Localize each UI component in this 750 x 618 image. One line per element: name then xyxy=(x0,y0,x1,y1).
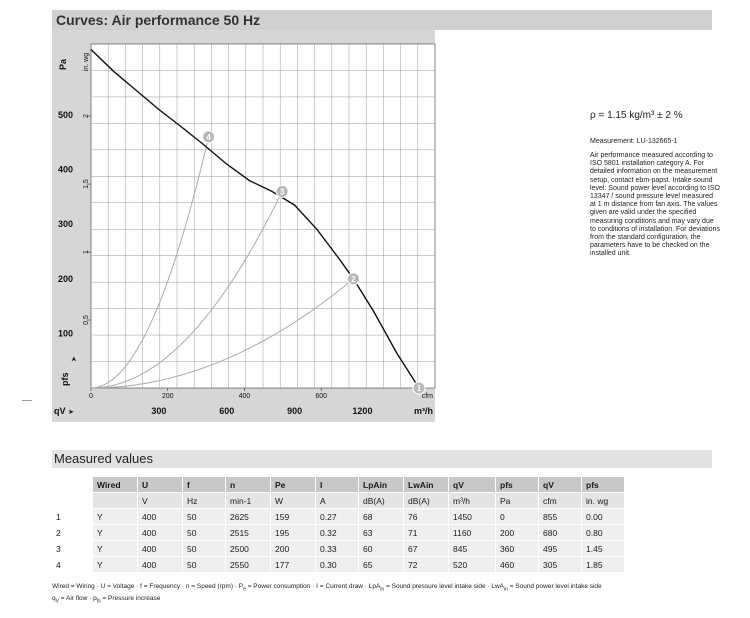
table-row-cell: 0.33 xyxy=(316,541,359,557)
table-header-row-cell: U xyxy=(138,477,183,493)
table-row-cell: 50 xyxy=(183,525,226,541)
density-note: ρ = 1.15 kg/m³ ± 2 % xyxy=(590,110,683,121)
table-row xyxy=(52,557,625,573)
x2-unit-label: cfm xyxy=(421,393,433,400)
table-row-cell: 0.00 xyxy=(582,509,625,525)
table-row-cell: 400 xyxy=(138,525,183,541)
x-tick-label: 300 xyxy=(151,406,167,416)
table-header-row-cell: I xyxy=(316,477,359,493)
measured-values-title: Measured values xyxy=(54,451,153,466)
table-row-cell: 65 xyxy=(359,557,404,573)
table-row-cell: 195 xyxy=(271,525,316,541)
table-row-cell: 67 xyxy=(404,541,449,557)
y-axis-label: pfs xyxy=(60,372,70,386)
operating-point-label: 4 xyxy=(206,132,211,142)
table-row-cell: 1450 xyxy=(449,509,496,525)
measurement-note: Air performance measured according to ISO 5801 installation category A. For detailed information on the measurement setup, contact ebm-papst. Intake sound level: Sound power level according to ISO 13347 / sound pressure level measured at 1 m distance from fan axis. The values given are valid under the specified measuring conditions and may vary due to conditions of installation. For deviations from the standard configuration, the parameters have to be checked on the installed unit. xyxy=(590,152,720,258)
table-row-cell: 360 xyxy=(496,541,539,557)
table-units-row-cell: dB(A) xyxy=(404,493,449,509)
x-unit-label: m³/h xyxy=(414,406,433,416)
measurement-id: Measurement: LU-132665-1 xyxy=(590,138,678,145)
table-row xyxy=(52,509,625,525)
table-units-row-cell: A xyxy=(316,493,359,509)
table-row-cell: 76 xyxy=(404,509,449,525)
y-tick-label: 100 xyxy=(58,328,74,339)
table-row-cell: 200 xyxy=(271,541,316,557)
table-header-row-cell: pfs xyxy=(496,477,539,493)
y-axis-arrow: ➤ xyxy=(71,356,78,362)
table-row-cell: Y xyxy=(93,541,138,557)
table-units-row-cell: cfm xyxy=(539,493,582,509)
table-row-cell: 1 xyxy=(52,509,93,525)
y2-tick-label: 2 xyxy=(83,114,90,119)
table-row-cell: 60 xyxy=(359,541,404,557)
y-tick-label: 400 xyxy=(58,164,74,175)
x2-tick-label: 600 xyxy=(315,393,328,400)
table-units-row-cell xyxy=(93,493,138,509)
table-row-cell: Y xyxy=(93,509,138,525)
table-row-cell: 63 xyxy=(359,525,404,541)
table-header-row-cell xyxy=(52,477,93,493)
table-header-row-cell: LwAin xyxy=(404,477,449,493)
table-units-row xyxy=(52,493,625,509)
table-row-cell: 2625 xyxy=(226,509,271,525)
table-header-row-cell: pfs xyxy=(582,477,625,493)
table-row-cell: 177 xyxy=(271,557,316,573)
x2-tick-label: 0 xyxy=(89,393,93,400)
table-row-cell: 0 xyxy=(496,509,539,525)
x-axis-label: qV xyxy=(54,406,66,416)
table-units-row-cell: W xyxy=(271,493,316,509)
table-units-row-cell: V xyxy=(138,493,183,509)
measured-values-table xyxy=(52,477,625,573)
table-row-cell: Y xyxy=(93,557,138,573)
divider xyxy=(22,400,32,401)
table-row-cell: 305 xyxy=(539,557,582,573)
table-units-row-cell: m³/h xyxy=(449,493,496,509)
table-row-cell: 1.85 xyxy=(582,557,625,573)
table-row-cell: 460 xyxy=(496,557,539,573)
x-tick-label: 1200 xyxy=(352,406,373,416)
table-row-cell: 2515 xyxy=(226,525,271,541)
y-tick-label: 500 xyxy=(58,109,74,120)
y-unit-label: Pa xyxy=(58,58,68,70)
table-row-cell: 1160 xyxy=(449,525,496,541)
operating-point-label: 1 xyxy=(416,384,422,393)
table-header-row xyxy=(52,477,625,493)
x-tick-label: 600 xyxy=(219,406,235,416)
y-tick-label: 200 xyxy=(58,273,74,284)
measured-values-bar xyxy=(52,450,712,468)
table-row-cell: 1.45 xyxy=(582,541,625,557)
table-row-cell: 200 xyxy=(496,525,539,541)
y-tick-label: 300 xyxy=(58,219,74,230)
y2-tick-label: 1 xyxy=(83,250,90,254)
y2-tick-label: 0.5 xyxy=(83,315,90,325)
table-row xyxy=(52,541,625,557)
table-row-cell: 495 xyxy=(539,541,582,557)
x-axis-arrow: ➤ xyxy=(68,409,74,416)
table-row-cell: 2550 xyxy=(226,557,271,573)
table-row-cell: 0.80 xyxy=(582,525,625,541)
table-row-cell: 855 xyxy=(539,509,582,525)
page-title: Curves: Air performance 50 Hz xyxy=(56,12,261,28)
table-legend-2: $q_V$ = Air flow · $p_{fs}$ = Pressure increase xyxy=(52,595,161,605)
table-row-cell: 0.30 xyxy=(316,557,359,573)
table-row-cell: 680 xyxy=(539,525,582,541)
air-performance-chart xyxy=(0,30,560,430)
table-row-cell: 520 xyxy=(449,557,496,573)
table-header-row-cell: qV xyxy=(449,477,496,493)
operating-point-label: 3 xyxy=(279,187,285,197)
title-bar xyxy=(52,10,712,30)
table-row-cell: 400 xyxy=(138,541,183,557)
operating-point-label: 2 xyxy=(351,274,356,284)
table-header-row-cell: LpAin xyxy=(359,477,404,493)
table-row-cell: Y xyxy=(93,525,138,541)
y2-unit-label: in. wg xyxy=(83,52,90,72)
table-units-row-cell: min-1 xyxy=(226,493,271,509)
table-units-row-cell: Hz xyxy=(183,493,226,509)
table-header-row-cell: Pe xyxy=(271,477,316,493)
table-header-row-cell: Wired xyxy=(93,477,138,493)
table-row-cell: 0.27 xyxy=(316,509,359,525)
table-row-cell: 50 xyxy=(183,509,226,525)
table-row-cell: 50 xyxy=(183,557,226,573)
table-units-row-cell: in. wg xyxy=(582,493,625,509)
table-header-row-cell: n xyxy=(226,477,271,493)
table-row-cell: 400 xyxy=(138,509,183,525)
table-header-row-cell: f xyxy=(183,477,226,493)
table-row-cell: 2 xyxy=(52,525,93,541)
table-row-cell: 50 xyxy=(183,541,226,557)
table-row xyxy=(52,525,625,541)
table-row-cell: 71 xyxy=(404,525,449,541)
table-units-row-cell: Pa xyxy=(496,493,539,509)
table-units-row-cell: dB(A) xyxy=(359,493,404,509)
table-header-row-cell: qV xyxy=(539,477,582,493)
x-tick-label: 900 xyxy=(287,406,303,416)
table-row-cell: 0.32 xyxy=(316,525,359,541)
table-row-cell: 400 xyxy=(138,557,183,573)
x2-tick-label: 200 xyxy=(161,393,174,400)
table-row-cell: 4 xyxy=(52,557,93,573)
table-row-cell: 2500 xyxy=(226,541,271,557)
table-row-cell: 72 xyxy=(404,557,449,573)
table-row-cell: 3 xyxy=(52,541,93,557)
y2-tick-label: 1.5 xyxy=(83,179,90,189)
table-legend: Wired = Wiring · U = Voltage · f = Frequency · n = Speed $(rpm) \cdot P_e$ = Power consumption · I = Current draw · LpA$_{in}$ = Sound pressure level intake side · LwA$_{in}$ = Sound power level intake side xyxy=(52,583,602,593)
table-row-cell: 159 xyxy=(271,509,316,525)
table-row-cell: 68 xyxy=(359,509,404,525)
table-units-row-cell xyxy=(52,493,93,509)
x2-tick-label: 400 xyxy=(238,393,251,400)
table-row-cell: 845 xyxy=(449,541,496,557)
